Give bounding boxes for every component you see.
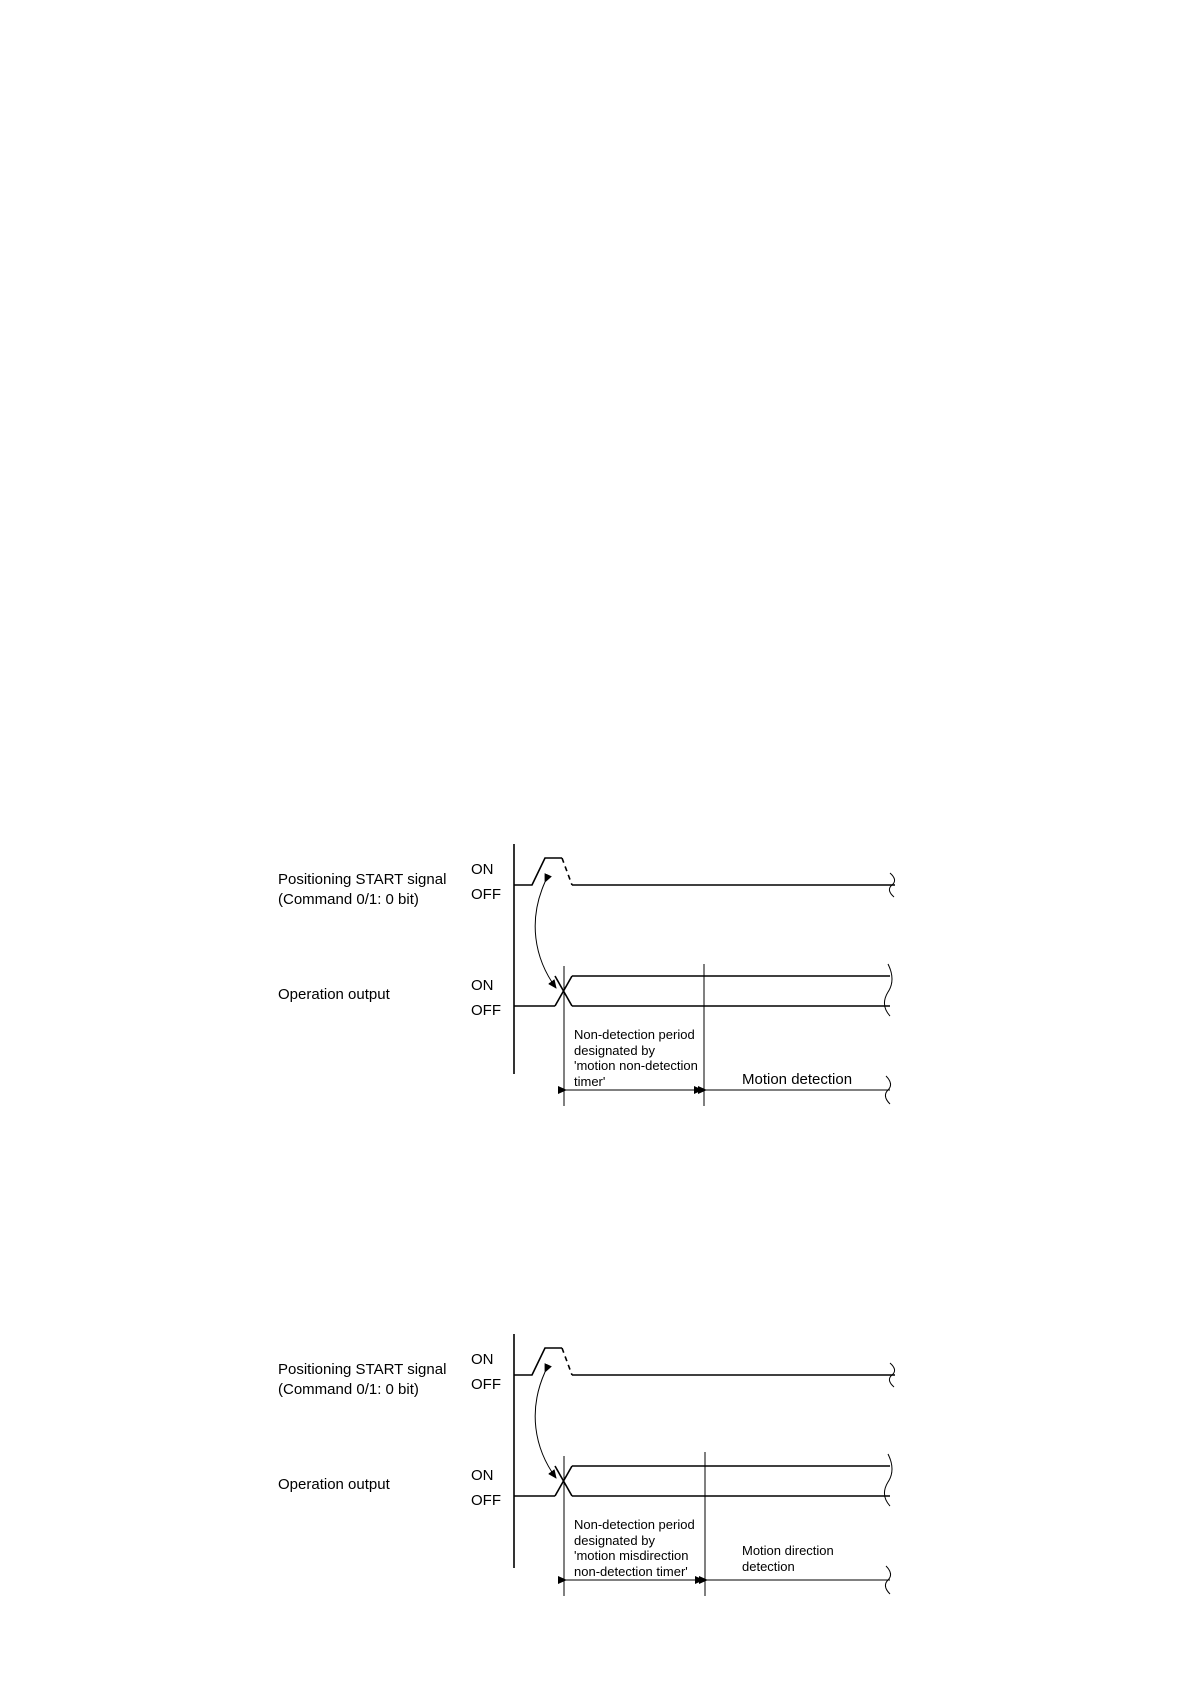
start-signal-dashed-fall: [562, 858, 572, 885]
timing-diagram-motion-detection: [0, 840, 1191, 1110]
causal-arrow: [535, 882, 556, 988]
start-signal-on-label: ON: [471, 861, 494, 878]
non-detection-period-label: Non-detection period designated by 'motion misdirection non-detection timer': [574, 1517, 695, 1579]
start-signal-off-label: OFF: [471, 886, 501, 903]
operation-output-break-mark: [884, 1454, 892, 1506]
operation-output-label: Operation output: [278, 986, 390, 1003]
operation-output-off-label: OFF: [471, 1492, 501, 1509]
causal-arrow: [535, 1372, 556, 1478]
motion-direction-detection-label: Motion direction detection: [742, 1543, 834, 1574]
timing-diagram-motion-direction-detection: [0, 1330, 1191, 1600]
non-detection-period-label: Non-detection period designated by 'motion non-detection timer': [574, 1027, 698, 1089]
start-signal-sublabel: (Command 0/1: 0 bit): [278, 891, 419, 908]
operation-output-label: Operation output: [278, 1476, 390, 1493]
operation-output-on-label: ON: [471, 1467, 494, 1484]
start-signal-label: Positioning START signal: [278, 871, 447, 888]
start-signal-on-label: ON: [471, 1351, 494, 1368]
start-signal-sublabel: (Command 0/1: 0 bit): [278, 1381, 419, 1398]
start-signal-off-label: OFF: [471, 1376, 501, 1393]
operation-output-break-mark: [884, 964, 892, 1016]
operation-output-on-label: ON: [471, 977, 494, 994]
motion-detection-label: Motion detection: [742, 1071, 853, 1088]
start-signal-waveform: [514, 1348, 562, 1375]
operation-output-off-label: OFF: [471, 1002, 501, 1019]
start-signal-waveform: [514, 858, 562, 885]
start-signal-dashed-fall: [562, 1348, 572, 1375]
start-signal-label: Positioning START signal: [278, 1361, 447, 1378]
